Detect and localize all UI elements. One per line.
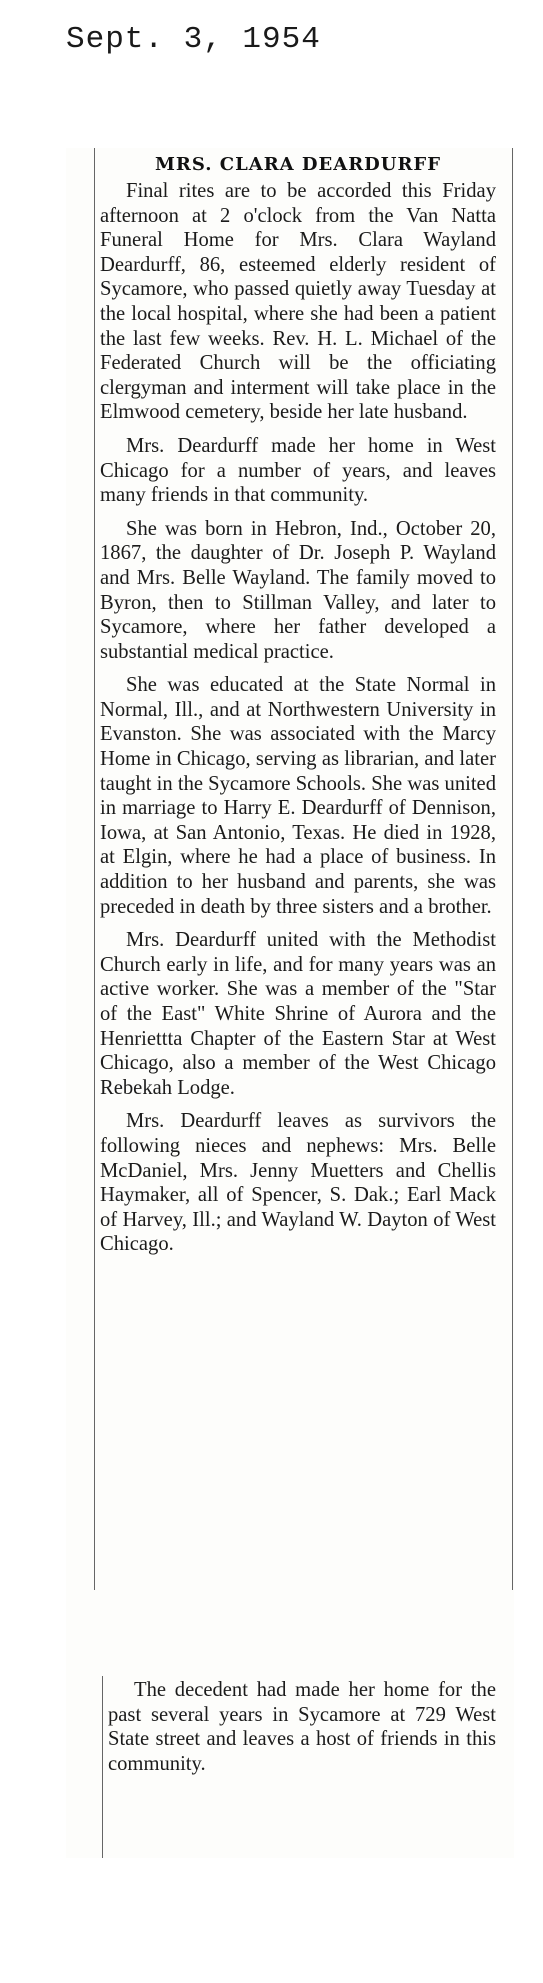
right-column-rule (512, 148, 513, 1590)
paragraph-4: She was educated at the State Normal in Normal, Ill., and at Northwestern University in Evanston. She was associated with the Marcy Home in Chicago, serving as librarian, and later taught in the Sycamore Schools. She was united in marriage to Harry E. Deardurff of Dennison, Iowa, at San Antonio, Texas. He died in 1928, at Elgin, where he had a place of business. In addition to her husband and parents, she was preceded in death by three sisters and a brother. (100, 674, 496, 918)
left-column-rule (94, 148, 95, 1590)
newspaper-clipping (66, 148, 514, 1858)
obituary-column (100, 154, 496, 1257)
headline: MRS. CLARA DEARDURFF (155, 154, 441, 175)
paragraph-6: Mrs. Deardurff leaves as survivors the following nieces and nephews: Mrs. Belle McDaniel, Mrs. Jenny Muetters and Chellis Haymaker, all of Spencer, S. Dak.; Earl Mack of Harvey, Ill.; and Wayland W. Dayton of West Chicago. (100, 1110, 496, 1256)
addendum-block (108, 1678, 496, 1776)
paragraph-1: Final rites are to be accorded this Friday afternoon at 2 o'clock from the Van Natta Funeral Home for Mrs. Clara Wayland Deardurff, 86, esteemed elderly resident of Sycamore, who passed quietly away Tuesday at the local hospital, where she had been a patient the last few weeks. Rev. H. L. Michael of the Federated Church will be the officiating clergyman and interment will take place in the Elmwood cemetery, beside her late husband. (100, 180, 496, 424)
paragraph-3: She was born in Hebron, Ind., October 20, 1867, the daughter of Dr. Joseph P. Wayland and Mrs. Belle Wayland. The family moved to Byron, then to Stillman Valley, and later to Sycamore, where her father developed a substantial medical practice. (100, 517, 496, 663)
date-heading: Sept. 3, 1954 (66, 22, 321, 57)
paragraph-2: Mrs. Deardurff made her home in West Chicago for a number of years, and leaves many friends in that community. (100, 434, 496, 507)
paragraph-5: Mrs. Deardurff united with the Methodist Church early in life, and for many years was an active worker. She was a member of the "Star of the East" White Shrine of Aurora and the Henriettta Chapter of the Eastern Star at West Chicago, also a member of the West Chicago Rebekah Lodge. (100, 929, 496, 1099)
addendum-paragraph: The decedent had made her home for the past several years in Sycamore at 729 West State street and leaves a host of friends in this community. (108, 1679, 496, 1775)
addendum-left-rule (102, 1676, 103, 1858)
